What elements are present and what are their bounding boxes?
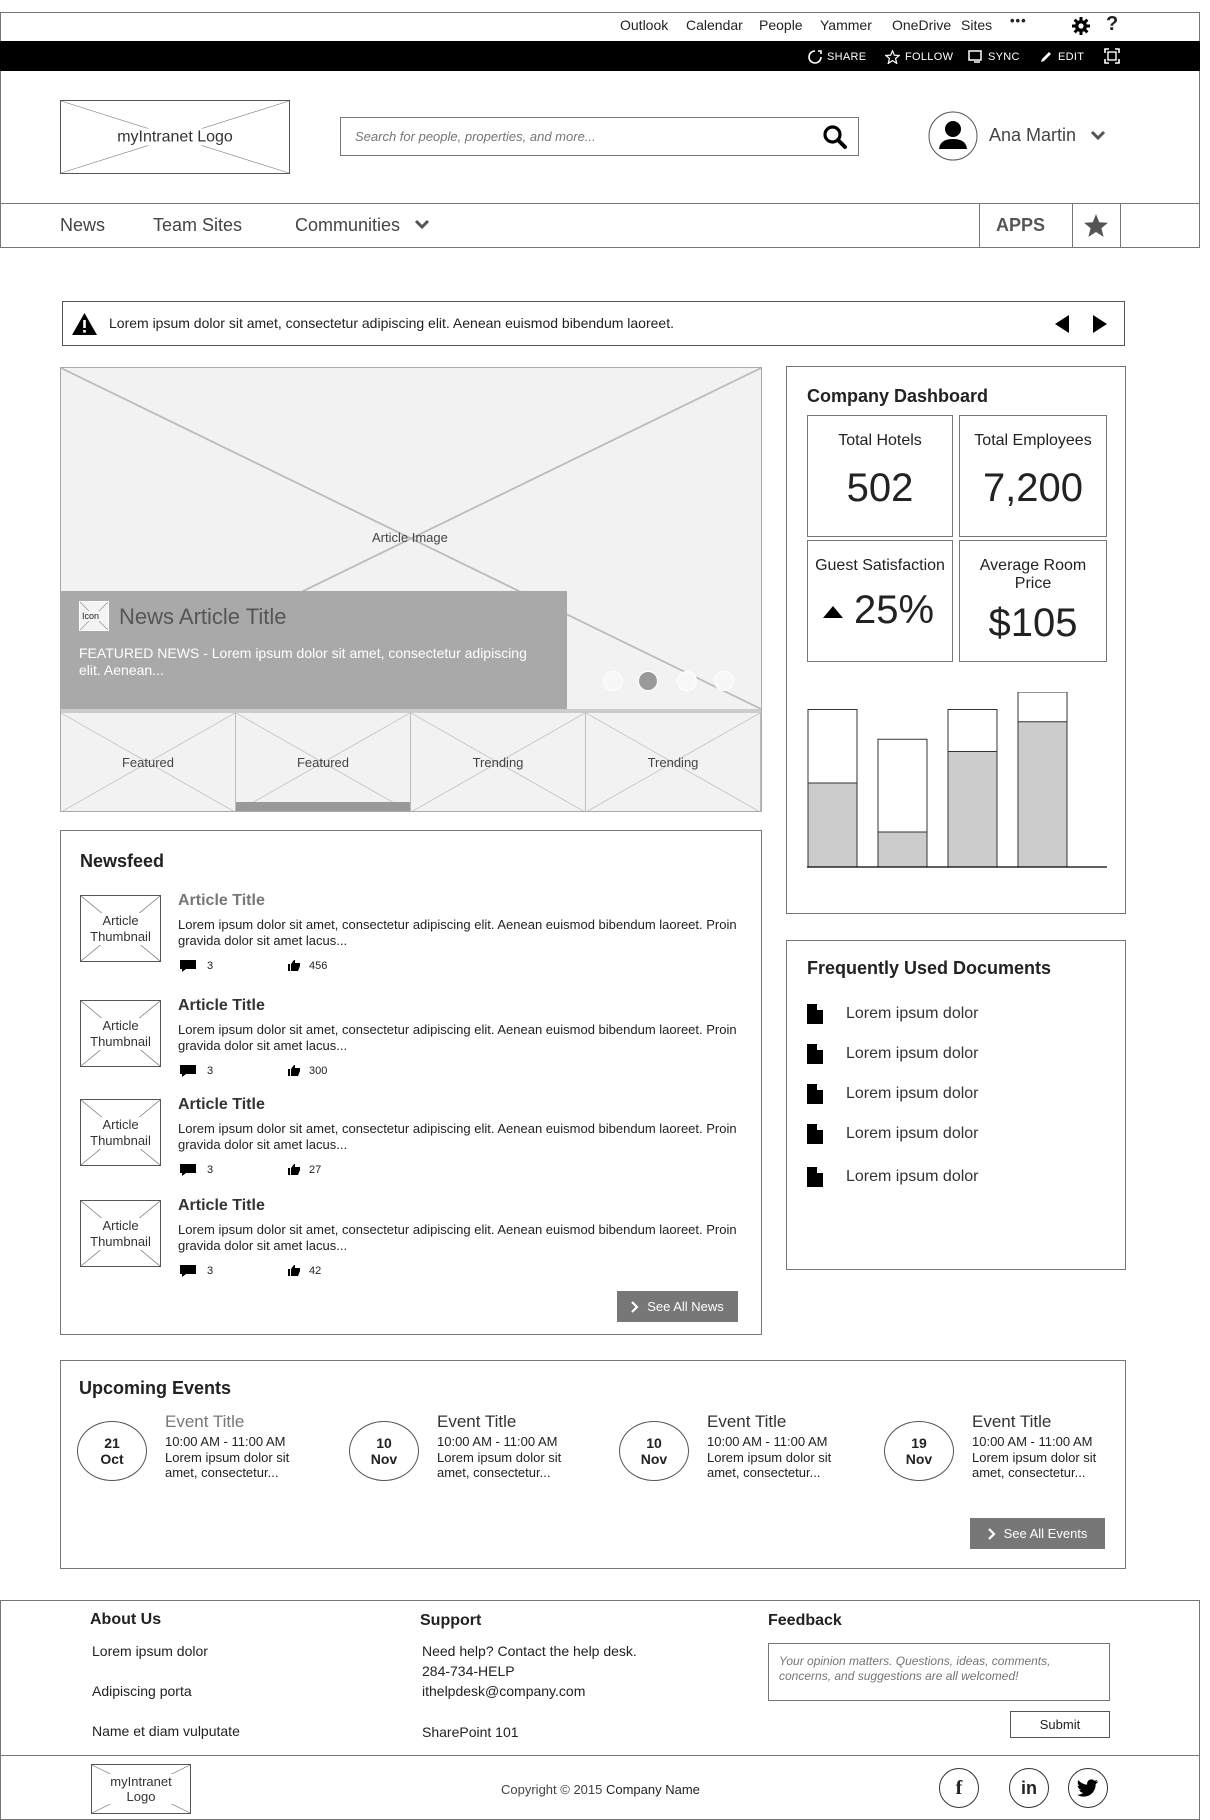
help-icon[interactable]: ? bbox=[1106, 13, 1119, 35]
link-calendar[interactable]: Calendar bbox=[686, 17, 743, 33]
hero-summary: FEATURED NEWS - Lorem ipsum dolor sit amet, consectetur adipiscing elit. Aenean... bbox=[79, 645, 527, 678]
follow-label: FOLLOW bbox=[905, 51, 954, 63]
event-description: Lorem ipsum dolor sit amet, consectetur... bbox=[165, 1450, 290, 1480]
like-count[interactable] bbox=[287, 1264, 321, 1277]
trend-up-icon bbox=[822, 605, 844, 619]
document-name: Lorem ipsum dolor bbox=[846, 1125, 979, 1142]
chevron-down-icon[interactable] bbox=[414, 219, 430, 231]
star-outline-icon bbox=[885, 50, 900, 64]
article-thumbnail-label: Article Thumbnail bbox=[90, 1017, 151, 1049]
document-icon bbox=[806, 1123, 824, 1145]
company-name: Company Name bbox=[605, 1782, 700, 1797]
footer-link[interactable]: Adipiscing porta bbox=[92, 1683, 192, 1699]
event-title[interactable]: Event Title bbox=[165, 1412, 245, 1431]
bar-filled bbox=[878, 832, 927, 867]
support-phone: 284-734-HELP bbox=[422, 1663, 515, 1679]
nav-news[interactable]: News bbox=[60, 215, 106, 235]
article-thumbnail[interactable] bbox=[80, 1000, 161, 1067]
like-count[interactable] bbox=[287, 1064, 327, 1077]
prev-arrow-icon[interactable] bbox=[1053, 314, 1071, 334]
events-panel bbox=[60, 1360, 1126, 1569]
nav-team-sites[interactable]: Team Sites bbox=[153, 215, 243, 235]
like-count-value: 300 bbox=[309, 1064, 328, 1077]
article-icon-label: Icon bbox=[82, 611, 100, 621]
article-title[interactable]: Article Title bbox=[178, 892, 265, 909]
event-title[interactable]: Event Title bbox=[437, 1412, 517, 1431]
like-count-value: 42 bbox=[309, 1264, 322, 1277]
see-all-news-button[interactable] bbox=[617, 1291, 738, 1322]
thumbnail-label: Featured bbox=[121, 755, 175, 770]
apps-button[interactable] bbox=[979, 204, 1121, 247]
share-icon bbox=[808, 50, 822, 64]
tile-total-employees[interactable] bbox=[959, 415, 1107, 537]
tile-value: 502 bbox=[846, 466, 914, 510]
tile-value: 25% bbox=[854, 588, 935, 632]
document-icon bbox=[806, 1166, 824, 1188]
event-month: Nov bbox=[370, 1451, 398, 1467]
document-link[interactable] bbox=[806, 1043, 979, 1065]
thumbnail-label: Trending bbox=[647, 755, 699, 770]
thumbs-up-icon bbox=[287, 1264, 301, 1277]
pencil-icon bbox=[1040, 50, 1053, 63]
link-onedrive[interactable]: OneDrive bbox=[892, 17, 952, 33]
like-count[interactable] bbox=[287, 1163, 321, 1176]
edit-label: EDIT bbox=[1058, 50, 1085, 63]
user-name: Ana Martin bbox=[989, 125, 1077, 145]
newsfeed-panel bbox=[60, 830, 762, 1335]
event-title[interactable]: Event Title bbox=[707, 1412, 787, 1431]
event-description: Lorem ipsum dolor sit amet, consectetur... bbox=[972, 1450, 1097, 1480]
document-icon bbox=[806, 1003, 824, 1025]
sharepoint-101-link[interactable]: SharePoint 101 bbox=[422, 1724, 519, 1740]
carousel-dot[interactable] bbox=[638, 671, 658, 691]
event-item[interactable] bbox=[884, 1412, 1134, 1501]
document-name: Lorem ipsum dolor bbox=[846, 1168, 979, 1185]
article-thumbnail-label: Article Thumbnail bbox=[90, 912, 151, 944]
tile-label: Guest Satisfaction bbox=[815, 557, 945, 574]
tile-guest-satisfaction[interactable] bbox=[807, 540, 953, 662]
document-icon bbox=[806, 1043, 824, 1065]
newsfeed-item[interactable] bbox=[61, 1197, 761, 1290]
comment-count[interactable] bbox=[179, 959, 213, 973]
link-yammer[interactable]: Yammer bbox=[820, 17, 872, 33]
bar-filled bbox=[1018, 722, 1067, 867]
carousel-thumbnail[interactable] bbox=[61, 713, 236, 812]
article-excerpt: Lorem ipsum dolor sit amet, consectetur adipiscing elit. Aenean euismod bibendum laoreet. Proin gravida dolor sit amet lacus... bbox=[178, 1222, 737, 1253]
footer-logo[interactable] bbox=[91, 1764, 191, 1814]
like-count-value: 456 bbox=[309, 959, 328, 972]
dashboard-bar-chart bbox=[807, 692, 1107, 882]
footer-link[interactable]: Lorem ipsum dolor bbox=[92, 1643, 208, 1659]
carousel-dot[interactable] bbox=[603, 671, 623, 691]
event-date-badge bbox=[349, 1421, 419, 1481]
event-month: Nov bbox=[640, 1451, 668, 1467]
tile-label: Total Employees bbox=[974, 432, 1092, 449]
hero-carousel[interactable] bbox=[60, 367, 762, 812]
document-link[interactable] bbox=[806, 1166, 979, 1188]
carousel-thumbnail[interactable] bbox=[586, 713, 761, 812]
linkedin-glyph: in bbox=[1021, 1777, 1037, 1798]
link-outlook[interactable]: Outlook bbox=[620, 17, 669, 33]
thumbs-up-icon bbox=[287, 1163, 301, 1176]
sync-icon bbox=[968, 50, 983, 64]
site-logo[interactable] bbox=[60, 100, 290, 174]
alert-banner bbox=[62, 301, 1125, 346]
comment-icon bbox=[179, 1264, 197, 1278]
article-title[interactable]: Article Title bbox=[178, 1197, 265, 1214]
article-thumbnail[interactable] bbox=[80, 895, 161, 962]
article-icon bbox=[79, 601, 109, 631]
bar-filled bbox=[948, 752, 997, 868]
article-excerpt: Lorem ipsum dolor sit amet, consectetur adipiscing elit. Aenean euismod bibendum laoreet. Proin gravida dolor sit amet lacus... bbox=[178, 917, 737, 948]
search-icon[interactable] bbox=[822, 124, 848, 150]
copyright-text: Copyright © 2015 bbox=[501, 1782, 603, 1797]
comment-count-value: 3 bbox=[207, 1065, 214, 1077]
event-date-badge bbox=[884, 1421, 954, 1481]
sync-label: SYNC bbox=[988, 51, 1020, 63]
like-count-value: 27 bbox=[309, 1163, 322, 1176]
support-help-text: Need help? Contact the help desk. bbox=[422, 1643, 637, 1659]
event-date-badge bbox=[619, 1421, 689, 1481]
event-time: 10:00 AM - 11:00 AM bbox=[437, 1434, 558, 1449]
comment-icon bbox=[179, 959, 197, 973]
event-day: 10 bbox=[646, 1435, 662, 1451]
next-arrow-icon[interactable] bbox=[1091, 314, 1109, 334]
event-month: Nov bbox=[905, 1451, 933, 1467]
carousel-thumbnail[interactable] bbox=[236, 713, 411, 812]
user-menu[interactable] bbox=[928, 111, 1108, 161]
apps-label: APPS bbox=[996, 215, 1046, 235]
bar-filled bbox=[808, 783, 857, 867]
document-link[interactable] bbox=[806, 1123, 979, 1145]
fullscreen-icon[interactable] bbox=[1104, 48, 1120, 64]
comment-icon bbox=[179, 1163, 197, 1177]
event-day: 10 bbox=[376, 1435, 392, 1451]
comment-icon bbox=[179, 1064, 197, 1078]
support-heading: Support bbox=[420, 1612, 482, 1629]
feedback-heading: Feedback bbox=[768, 1612, 842, 1629]
event-month: Oct bbox=[100, 1451, 124, 1467]
event-day: 19 bbox=[911, 1435, 927, 1451]
copyright bbox=[501, 1782, 700, 1797]
hero-title[interactable]: News Article Title bbox=[119, 604, 287, 629]
alert-text: Lorem ipsum dolor sit amet, consectetur adipiscing elit. Aenean euismod bibendum laoreet. bbox=[109, 315, 674, 331]
footer-logo-text: myIntranet Logo bbox=[106, 1774, 176, 1804]
tile-value: 7,200 bbox=[982, 466, 1084, 510]
twitter-icon[interactable] bbox=[1068, 1768, 1108, 1808]
event-description: Lorem ipsum dolor sit amet, consectetur... bbox=[707, 1450, 832, 1480]
share-label: SHARE bbox=[827, 51, 867, 63]
newsfeed-item[interactable] bbox=[61, 892, 761, 985]
newsfeed-item[interactable] bbox=[61, 997, 761, 1090]
nav-communities[interactable]: Communities bbox=[295, 215, 401, 235]
document-link[interactable] bbox=[806, 1083, 979, 1105]
event-title[interactable]: Event Title bbox=[972, 1412, 1052, 1431]
edit-button[interactable] bbox=[1040, 50, 1084, 63]
event-description: Lorem ipsum dolor sit amet, consectetur... bbox=[437, 1450, 562, 1480]
thumbs-up-icon bbox=[287, 959, 301, 972]
support-email-link[interactable]: ithelpdesk@company.com bbox=[422, 1683, 586, 1699]
thumbnail-label: Featured bbox=[296, 755, 350, 770]
carousel-thumbnail[interactable] bbox=[411, 713, 586, 812]
facebook-icon[interactable] bbox=[939, 1768, 979, 1808]
tile-value: $105 bbox=[988, 601, 1078, 645]
see-all-news-label: See All News bbox=[647, 1299, 724, 1314]
feedback-input[interactable] bbox=[768, 1643, 1110, 1701]
tile-label: Average Room Price bbox=[979, 557, 1087, 592]
article-thumbnail[interactable] bbox=[80, 1099, 161, 1166]
star-icon[interactable] bbox=[1083, 213, 1109, 238]
article-title[interactable]: Article Title bbox=[178, 1096, 265, 1113]
tile-total-hotels[interactable] bbox=[807, 415, 953, 537]
follow-button[interactable] bbox=[885, 50, 953, 64]
article-thumbnail-label: Article Thumbnail bbox=[90, 1217, 151, 1249]
event-item[interactable] bbox=[349, 1412, 599, 1501]
see-all-events-button[interactable] bbox=[970, 1518, 1105, 1549]
carousel-dot[interactable] bbox=[677, 671, 697, 691]
comment-count-value: 3 bbox=[207, 1265, 214, 1277]
documents-heading: Frequently Used Documents bbox=[807, 958, 1052, 978]
submit-button[interactable]: Submit bbox=[1010, 1711, 1110, 1738]
tile-label: Total Hotels bbox=[838, 432, 922, 449]
event-date-badge bbox=[77, 1421, 147, 1481]
article-excerpt: Lorem ipsum dolor sit amet, consectetur adipiscing elit. Aenean euismod bibendum laoreet. Proin gravida dolor sit amet lacus... bbox=[178, 1121, 737, 1152]
main-nav bbox=[0, 203, 1200, 248]
newsfeed-heading: Newsfeed bbox=[80, 851, 165, 871]
article-excerpt: Lorem ipsum dolor sit amet, consectetur adipiscing elit. Aenean euismod bibendum laoreet. Proin gravida dolor sit amet lacus... bbox=[178, 1022, 737, 1053]
logo-text: myIntranet Logo bbox=[110, 129, 240, 146]
comment-count[interactable] bbox=[179, 1163, 213, 1177]
chevron-right-icon bbox=[631, 1301, 639, 1313]
search-input[interactable] bbox=[341, 118, 811, 155]
chevron-down-icon bbox=[1090, 130, 1106, 142]
chevron-right-icon bbox=[988, 1528, 996, 1540]
article-thumbnail-label: Article Thumbnail bbox=[90, 1116, 151, 1148]
thumbs-up-icon bbox=[287, 1064, 301, 1077]
article-thumbnail[interactable] bbox=[80, 1200, 161, 1267]
dashboard-heading: Company Dashboard bbox=[807, 386, 989, 406]
sync-button[interactable] bbox=[968, 50, 1020, 64]
event-item[interactable] bbox=[77, 1412, 327, 1501]
hero-caption[interactable] bbox=[61, 591, 567, 709]
event-time: 10:00 AM - 11:00 AM bbox=[972, 1434, 1093, 1449]
tile-average-room-price[interactable] bbox=[959, 540, 1107, 662]
link-sites[interactable]: Sites bbox=[961, 17, 993, 33]
like-count[interactable] bbox=[287, 959, 327, 972]
avatar bbox=[928, 111, 978, 161]
newsfeed-item[interactable] bbox=[61, 1096, 761, 1189]
event-time: 10:00 AM - 11:00 AM bbox=[707, 1434, 828, 1449]
linkedin-icon[interactable] bbox=[1009, 1768, 1049, 1808]
facebook-glyph: f bbox=[955, 1776, 963, 1799]
hero-image-label: Article Image bbox=[372, 530, 448, 545]
search-box bbox=[340, 117, 859, 156]
see-all-events-label: See All Events bbox=[1003, 1526, 1088, 1541]
event-day: 21 bbox=[104, 1435, 120, 1451]
events-heading: Upcoming Events bbox=[79, 1378, 232, 1398]
thumbnail-label: Trending bbox=[472, 755, 524, 770]
document-icon bbox=[806, 1083, 824, 1105]
footer-link[interactable]: Name et diam vulputate bbox=[92, 1723, 240, 1739]
gear-icon[interactable] bbox=[1071, 16, 1091, 36]
warning-icon bbox=[71, 312, 98, 336]
carousel-dot[interactable] bbox=[714, 671, 734, 691]
active-thumbnail-indicator bbox=[236, 802, 410, 812]
article-title[interactable]: Article Title bbox=[178, 997, 265, 1014]
comment-count-value: 3 bbox=[207, 1164, 214, 1176]
event-item[interactable] bbox=[619, 1412, 869, 1501]
event-time: 10:00 AM - 11:00 AM bbox=[165, 1434, 286, 1449]
comment-count[interactable] bbox=[179, 1064, 213, 1078]
document-name: Lorem ipsum dolor bbox=[846, 1085, 979, 1102]
about-heading: About Us bbox=[90, 1611, 162, 1628]
document-name: Lorem ipsum dolor bbox=[846, 1005, 979, 1022]
dashboard-panel bbox=[786, 366, 1126, 914]
comment-count-value: 3 bbox=[207, 960, 214, 972]
comment-count[interactable] bbox=[179, 1264, 213, 1278]
more-icon[interactable]: ••• bbox=[1010, 13, 1027, 28]
twitter-bird-glyph bbox=[1077, 1779, 1099, 1797]
link-people[interactable]: People bbox=[759, 17, 803, 33]
document-link[interactable] bbox=[806, 1003, 979, 1025]
documents-panel bbox=[786, 940, 1126, 1270]
share-button[interactable] bbox=[808, 50, 866, 64]
document-name: Lorem ipsum dolor bbox=[846, 1045, 979, 1062]
